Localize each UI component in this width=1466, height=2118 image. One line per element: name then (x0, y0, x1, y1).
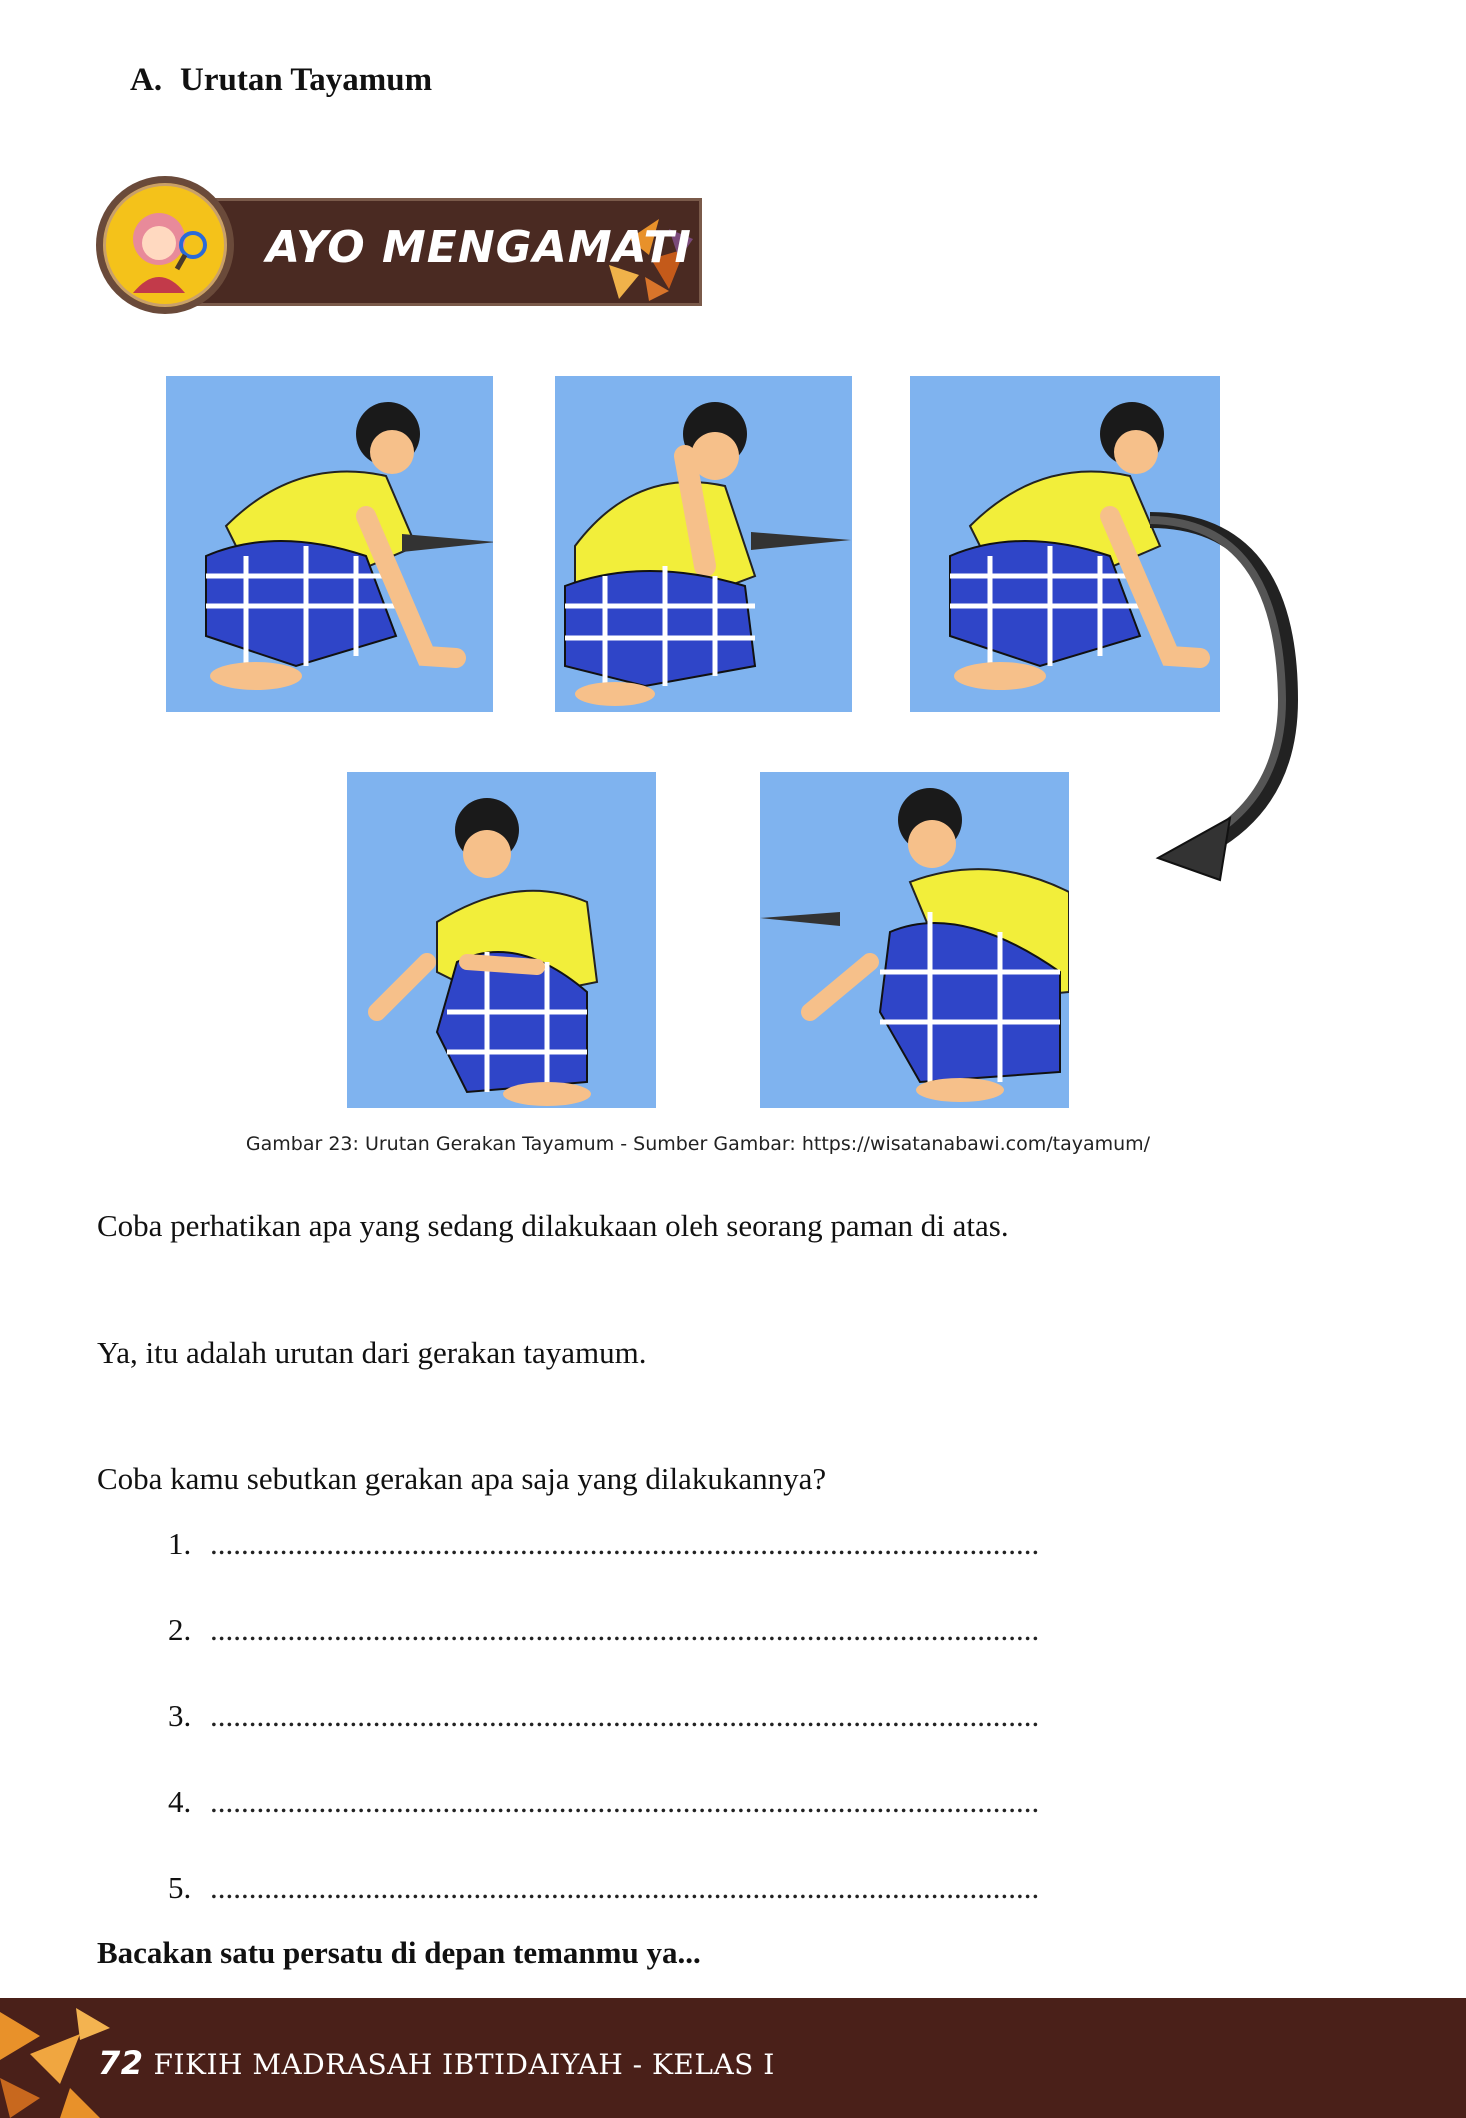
list-number: 4. (168, 1784, 192, 1819)
section-heading (130, 62, 432, 99)
answer-list (168, 1526, 1039, 1956)
tayamum-step-5-image (760, 772, 1069, 1108)
page-footer (0, 1998, 1466, 2118)
paragraph-question: Coba kamu sebutkan gerakan apa saja yang dilakukannya? (97, 1461, 827, 1496)
list-item[interactable] (168, 1784, 1039, 1870)
girl-magnifier-icon (96, 176, 234, 314)
paragraph-observe: Coba perhatikan apa yang sedang dilakukaan oleh seorang paman di atas. (97, 1208, 1009, 1243)
answer-blank[interactable]: ........................................................................................................... (210, 1870, 1040, 1905)
tayamum-step-2-image (555, 376, 852, 712)
list-item[interactable] (168, 1698, 1039, 1784)
list-item[interactable] (168, 1526, 1039, 1612)
section-title: Urutan Tayamum (180, 62, 433, 98)
figure-caption: Gambar 23: Urutan Gerakan Tayamum - Sumber Gambar: https://wisatanabawi.com/tayamum/ (245, 1133, 1151, 1155)
curved-arrow-icon (1150, 500, 1310, 890)
list-number: 1. (168, 1526, 192, 1561)
tayamum-step-4-image (347, 772, 656, 1108)
list-number: 3. (168, 1698, 192, 1733)
list-number: 5. (168, 1870, 192, 1905)
answer-blank[interactable]: ........................................................................................................... (210, 1784, 1040, 1819)
list-item[interactable] (168, 1612, 1039, 1698)
page-number: 72 (98, 2044, 144, 2082)
section-letter: A. (130, 62, 163, 98)
answer-blank[interactable]: ........................................................................................................... (210, 1698, 1040, 1733)
banner-label: AYO MENGAMATI (266, 222, 692, 273)
book-title: FIKIH MADRASAH IBTIDAIYAH - KELAS I (153, 2048, 775, 2081)
triangle-decoration-icon (0, 1998, 110, 2118)
ayo-mengamati-banner (96, 176, 708, 324)
closing-instruction: Bacakan satu persatu di depan temanmu ya... (97, 1935, 701, 1970)
list-number: 2. (168, 1612, 192, 1647)
paragraph-answer: Ya, itu adalah urutan dari gerakan tayamum. (97, 1335, 647, 1370)
answer-blank[interactable]: ........................................................................................................... (210, 1612, 1040, 1647)
footer-text (98, 2044, 775, 2082)
tayamum-step-1-image (166, 376, 493, 712)
answer-blank[interactable]: ........................................................................................................... (210, 1526, 1040, 1561)
